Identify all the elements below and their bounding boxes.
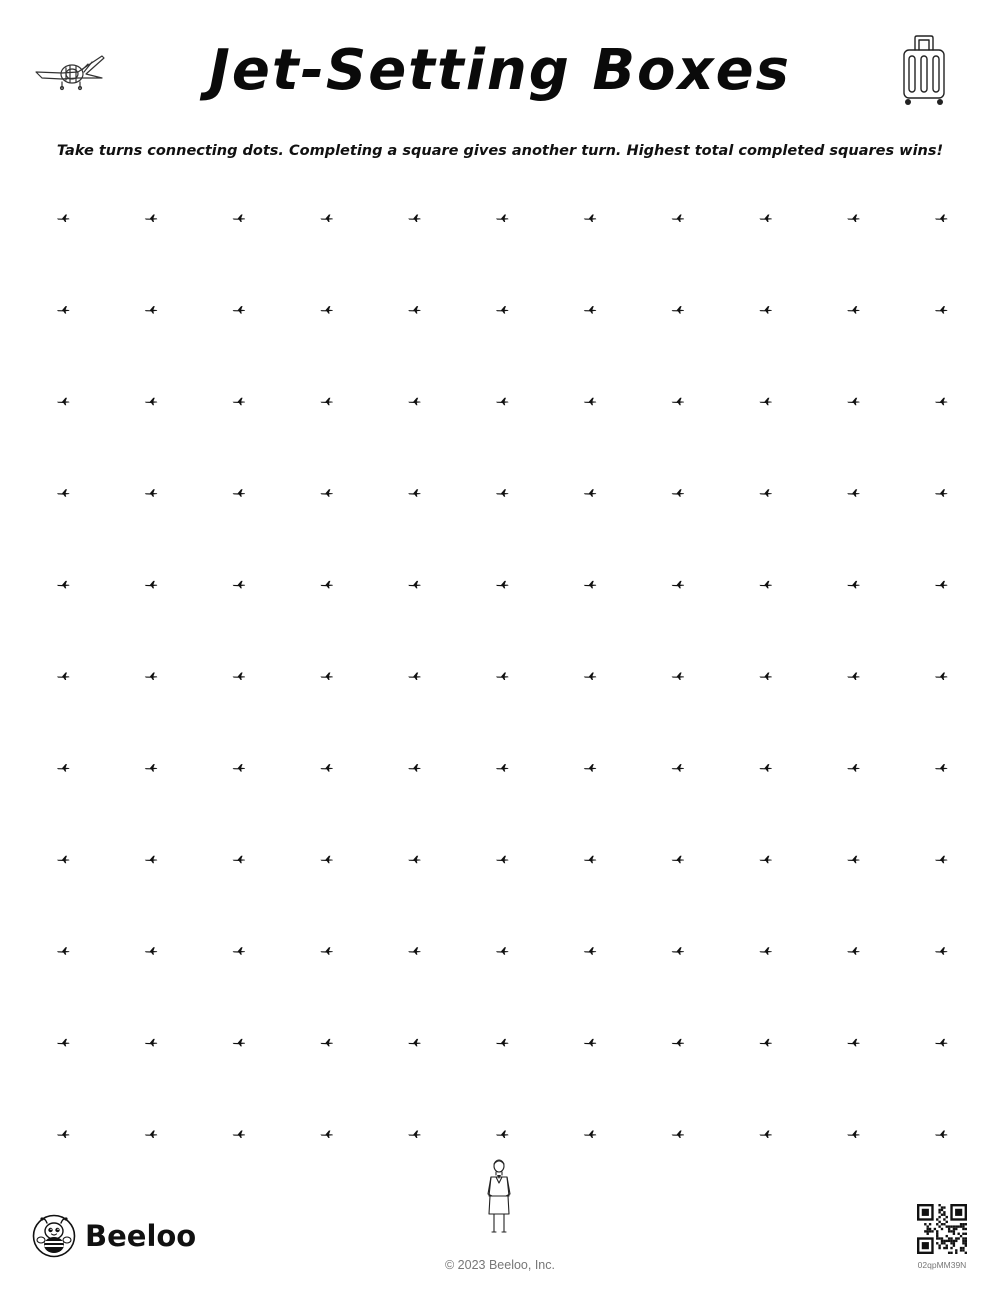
grid-dot — [320, 764, 333, 772]
grid-dot — [759, 1039, 772, 1047]
grid-dot — [935, 1039, 948, 1047]
grid-dot — [145, 764, 158, 772]
grid-dot — [672, 581, 685, 589]
grid-dot — [935, 856, 948, 864]
grid-dot — [584, 947, 597, 955]
grid-dot — [408, 1039, 421, 1047]
grid-dot — [847, 489, 860, 497]
grid-dot — [320, 581, 333, 589]
grid-dot — [145, 306, 158, 314]
qr-code-icon — [917, 1204, 967, 1254]
copyright-text: © 2023 Beeloo, Inc. — [445, 1258, 555, 1272]
grid-dot — [847, 673, 860, 681]
grid-dot — [320, 856, 333, 864]
grid-dot — [584, 856, 597, 864]
grid-dot — [672, 1039, 685, 1047]
grid-dot — [759, 215, 772, 223]
grid-dot — [496, 489, 509, 497]
grid-dot — [935, 947, 948, 955]
grid-dot — [496, 947, 509, 955]
grid-dot — [408, 947, 421, 955]
grid-dot — [496, 215, 509, 223]
grid-dot — [759, 398, 772, 406]
grid-dot — [672, 215, 685, 223]
grid-dot — [57, 764, 70, 772]
grid-dot — [320, 1039, 333, 1047]
brand-logo — [32, 1214, 196, 1258]
grid-dot — [233, 215, 246, 223]
grid-dot — [672, 673, 685, 681]
grid-dot — [584, 398, 597, 406]
grid-dot — [57, 581, 70, 589]
grid-dot — [672, 764, 685, 772]
grid-dot — [496, 398, 509, 406]
brand-name: Beeloo — [85, 1219, 197, 1253]
grid-dot — [847, 581, 860, 589]
grid-dot — [496, 764, 509, 772]
grid-dot — [935, 581, 948, 589]
grid-dot — [57, 398, 70, 406]
grid-dot — [233, 398, 246, 406]
grid-dot — [320, 398, 333, 406]
grid-dot — [57, 856, 70, 864]
grid-dot — [759, 306, 772, 314]
grid-dot — [320, 1131, 333, 1139]
grid-dot — [759, 581, 772, 589]
grid-dot — [233, 673, 246, 681]
grid-dot — [672, 947, 685, 955]
grid-dot — [233, 1039, 246, 1047]
grid-dot — [145, 489, 158, 497]
grid-dot — [408, 673, 421, 681]
grid-dot — [408, 856, 421, 864]
grid-dot — [584, 215, 597, 223]
grid-dot — [584, 489, 597, 497]
grid-dot — [935, 215, 948, 223]
grid-dot — [935, 398, 948, 406]
grid-dot — [935, 306, 948, 314]
grid-dot — [847, 215, 860, 223]
grid-dot — [408, 581, 421, 589]
grid-dot — [233, 306, 246, 314]
grid-dot — [145, 673, 158, 681]
grid-dot — [759, 764, 772, 772]
grid-dot — [847, 764, 860, 772]
grid-dot — [408, 398, 421, 406]
grid-dot — [57, 306, 70, 314]
grid-dot — [408, 1131, 421, 1139]
grid-dot — [584, 1039, 597, 1047]
grid-dot — [496, 306, 509, 314]
grid-dot — [935, 1131, 948, 1139]
grid-dot — [496, 1039, 509, 1047]
grid-dot — [57, 1131, 70, 1139]
grid-dot — [847, 1039, 860, 1047]
grid-dot — [408, 764, 421, 772]
grid-dot — [759, 856, 772, 864]
grid-dot — [57, 947, 70, 955]
grid-dot — [759, 673, 772, 681]
grid-dot — [145, 398, 158, 406]
grid-dot — [320, 947, 333, 955]
grid-dot — [57, 489, 70, 497]
grid-dot — [672, 398, 685, 406]
grid-dot — [847, 398, 860, 406]
grid-dot — [320, 306, 333, 314]
grid-dot — [672, 1131, 685, 1139]
grid-dot — [233, 856, 246, 864]
grid-dot — [935, 489, 948, 497]
grid-dot — [847, 1131, 860, 1139]
grid-dot — [145, 581, 158, 589]
grid-dot — [233, 1131, 246, 1139]
grid-dot — [496, 673, 509, 681]
grid-dot — [145, 1131, 158, 1139]
grid-dot — [145, 215, 158, 223]
grid-dot — [233, 947, 246, 955]
grid-dot — [759, 1131, 772, 1139]
grid-dot — [672, 489, 685, 497]
grid-dot — [759, 489, 772, 497]
grid-dot — [320, 215, 333, 223]
grid-dot — [57, 673, 70, 681]
grid-dot — [145, 1039, 158, 1047]
grid-dot — [672, 306, 685, 314]
grid-dot — [233, 581, 246, 589]
grid-dot — [759, 947, 772, 955]
worksheet-title: Jet-Setting Boxes — [209, 38, 791, 103]
grid-dot — [57, 215, 70, 223]
worksheet-code: 02qpMM39N — [917, 1260, 967, 1270]
grid-dot — [496, 581, 509, 589]
bee-logo-icon — [32, 1214, 76, 1258]
grid-dot — [408, 306, 421, 314]
grid-dot — [320, 489, 333, 497]
grid-dot — [408, 489, 421, 497]
instructions-text: Take turns connecting dots. Completing a square gives another turn. Highest total completed squares wins! — [56, 143, 944, 159]
grid-dot — [935, 764, 948, 772]
grid-dot — [320, 673, 333, 681]
grid-dot — [233, 489, 246, 497]
grid-dot — [584, 1131, 597, 1139]
grid-dot — [584, 306, 597, 314]
grid-dot — [584, 581, 597, 589]
grid-dot — [145, 856, 158, 864]
grid-dot — [847, 856, 860, 864]
grid-dot — [935, 673, 948, 681]
grid-dot — [496, 1131, 509, 1139]
grid-dot — [584, 673, 597, 681]
grid-dot — [584, 764, 597, 772]
grid-dot — [57, 1039, 70, 1047]
grid-dot — [496, 856, 509, 864]
grid-dot — [145, 947, 158, 955]
grid-dot — [233, 764, 246, 772]
grid-dot — [672, 856, 685, 864]
grid-dot — [408, 215, 421, 223]
grid-dot — [847, 306, 860, 314]
grid-dot — [847, 947, 860, 955]
